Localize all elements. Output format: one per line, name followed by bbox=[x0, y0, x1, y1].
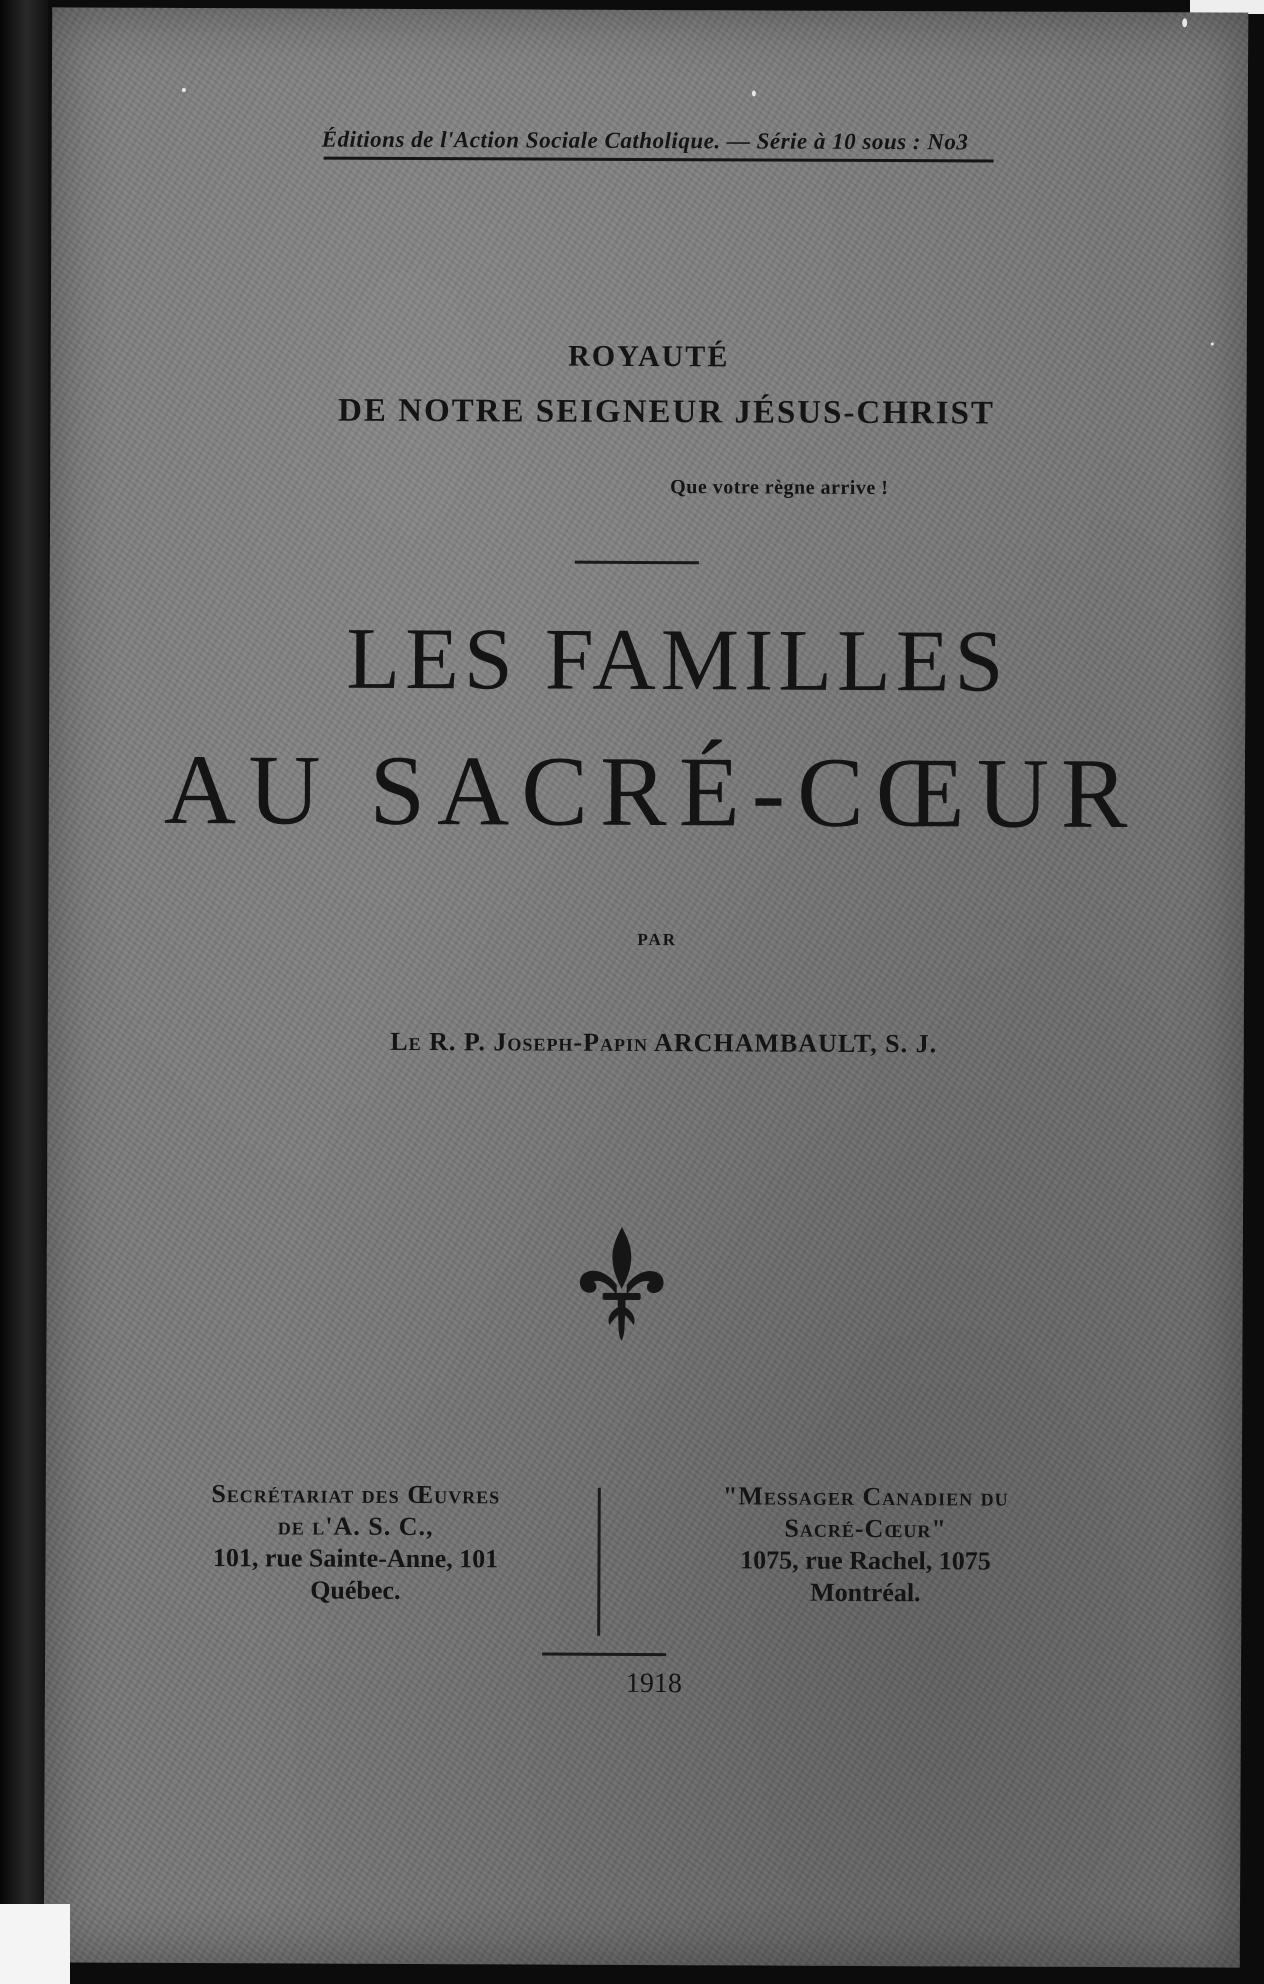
publisher-left-line2: de l'A. S. C., bbox=[277, 1511, 434, 1542]
par-label: PAR bbox=[637, 929, 678, 950]
fleur-de-lis-icon bbox=[576, 1225, 667, 1343]
title-line-2: AU SACRÉ-CŒUR bbox=[163, 733, 1140, 850]
scan-speck bbox=[1182, 18, 1187, 27]
scan-corner bbox=[0, 1904, 70, 1984]
series-line: Éditions de l'Action Sociale Catholique. — Série à 10 sous : No3 bbox=[321, 126, 969, 155]
book-spine-edge bbox=[0, 0, 48, 1984]
series-rule bbox=[324, 157, 994, 163]
publisher-left-line4: Québec. bbox=[310, 1575, 401, 1605]
scan-speck bbox=[752, 90, 756, 96]
book-cover bbox=[44, 7, 1249, 1967]
publication-year: 1918 bbox=[625, 1667, 683, 1700]
author-prefix: Le R. P. Joseph-Papin bbox=[390, 1026, 649, 1058]
publisher-left-line3: 101, rue Sainte-Anne, 101 bbox=[212, 1543, 499, 1574]
publisher-divider bbox=[597, 1488, 601, 1636]
scan-speck bbox=[182, 88, 186, 92]
divider-rule bbox=[575, 561, 699, 565]
author-line bbox=[48, 1025, 1244, 1060]
motto: Que votre règne arrive ! bbox=[670, 476, 889, 500]
scan-speck bbox=[1211, 342, 1214, 345]
author-surname: ARCHAMBAULT, S. J. bbox=[654, 1028, 938, 1059]
heading-seigneur: DE NOTRE SEIGNEUR JÉSUS-CHRIST bbox=[337, 392, 996, 432]
publisher-right-line4: Montréal. bbox=[810, 1577, 921, 1608]
publisher-left bbox=[145, 1478, 566, 1608]
publisher-right-line3: 1075, rue Rachel, 1075 bbox=[740, 1545, 991, 1576]
publisher-right-line2: Sacré-Cœur" bbox=[784, 1513, 947, 1544]
publisher-right-line1: "Messager Canadien du bbox=[722, 1481, 1009, 1512]
heading-royaute: ROYAUTÉ bbox=[568, 339, 730, 374]
publisher-left-line1: Secrétariat des Œuvres bbox=[211, 1479, 501, 1510]
publisher-right bbox=[645, 1480, 1086, 1610]
bottom-rule bbox=[542, 1653, 666, 1657]
title-line-1: LES FAMILLES bbox=[346, 610, 1009, 711]
